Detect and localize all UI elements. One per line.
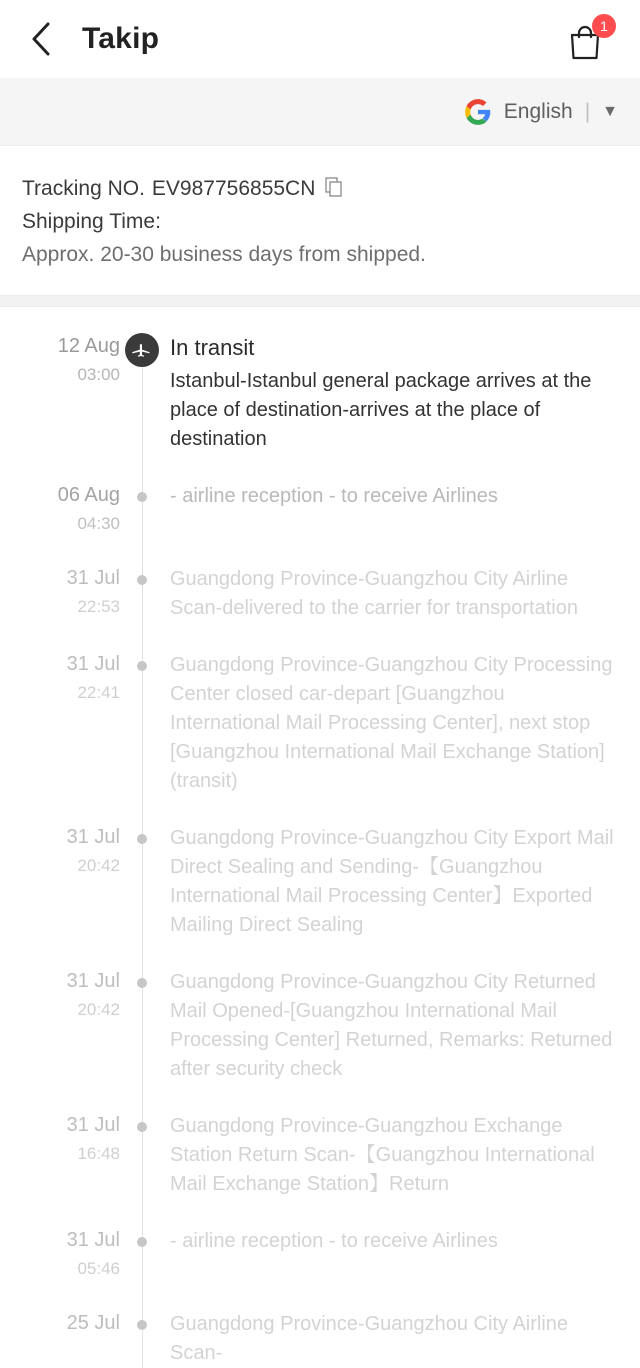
timeline-dot-icon [137, 575, 147, 585]
shipping-time-label: Shipping Time: [22, 210, 161, 233]
timeline-event [0, 333, 640, 454]
timeline-event-date [0, 824, 120, 940]
timeline-event-time: 20:42 [77, 1000, 120, 1019]
section-divider [0, 295, 640, 307]
cart-badge: 1 [592, 14, 616, 38]
timeline-dot-marker [120, 824, 164, 940]
timeline-event-time: 03:00 [77, 365, 120, 384]
timeline-event-date [0, 968, 120, 1084]
timeline-event-status: In transit [170, 335, 255, 360]
timeline-event-description: Istanbul-Istanbul general package arrives at the place of destination-arrives at the place of destination [170, 370, 592, 450]
chevron-down-icon[interactable]: ▼ [602, 102, 618, 120]
timeline-event-day: 31 Jul [66, 653, 120, 675]
timeline-event-date [0, 1112, 120, 1199]
timeline-dot-icon [137, 1320, 147, 1330]
timeline-event-date [0, 333, 120, 454]
tracking-timeline [0, 307, 640, 1368]
timeline-event-date [0, 482, 120, 537]
timeline-event-description: Guangdong Province-Guangzhou City Processing Center closed car-depart [Guangzhou International Mail Processing Center], next stop [Guangzhou International Mail Exchange Station] (transit) [170, 654, 613, 792]
timeline-event-day: 06 Aug [57, 484, 120, 506]
timeline-event [0, 1227, 640, 1282]
timeline-event [0, 968, 640, 1084]
timeline-event-day: 31 Jul [66, 1229, 120, 1251]
timeline-event-body [164, 333, 616, 454]
timeline-event-body [164, 482, 616, 537]
timeline-dot-icon [137, 978, 147, 988]
timeline-event [0, 824, 640, 940]
shipping-time-value: Approx. 20-30 business days from shipped. [22, 243, 426, 266]
timeline-event-body [164, 968, 616, 1084]
timeline-event-description: - airline reception - to receive Airlines [170, 485, 498, 507]
timeline-dot-marker [120, 651, 164, 796]
timeline-event-body [164, 1112, 616, 1199]
timeline-event-body [164, 1310, 616, 1368]
timeline-event-day: 31 Jul [66, 826, 120, 848]
google-g-icon [464, 98, 492, 126]
language-bar[interactable] [0, 78, 640, 146]
timeline-event [0, 1310, 640, 1368]
timeline-event-time: 20:42 [77, 856, 120, 875]
timeline-event-description: Guangdong Province-Guangzhou City Returned Mail Opened-[Guangzhou International Mail Processing Center] Returned, Remarks: Returned after security check [170, 971, 613, 1080]
timeline-event [0, 1112, 640, 1199]
timeline-event-time: 05:46 [77, 1259, 120, 1278]
copy-icon[interactable] [325, 174, 343, 207]
timeline-event-date [0, 1310, 120, 1368]
timeline-dot-marker [120, 565, 164, 623]
timeline-event-time: 16:48 [77, 1144, 120, 1163]
timeline-event-description: Guangdong Province-Guangzhou City Export Mail Direct Sealing and Sending-【Guangzhou International Mail Processing Center】Exported Mailing Direct Sealing [170, 827, 614, 936]
tracking-info [0, 146, 640, 295]
timeline-dot-marker [120, 968, 164, 1084]
cart-button[interactable] [564, 14, 616, 66]
timeline-dot-marker [120, 1310, 164, 1368]
timeline-event-day: 12 Aug [57, 335, 120, 357]
timeline-event-date [0, 651, 120, 796]
timeline-event-date [0, 1227, 120, 1282]
timeline-dot-icon [137, 834, 147, 844]
timeline-event-time: 22:53 [77, 597, 120, 616]
timeline-event-body [164, 565, 616, 623]
timeline-current-marker [120, 333, 164, 454]
tracking-number-row [22, 172, 618, 205]
timeline-event [0, 651, 640, 796]
timeline-event-body [164, 651, 616, 796]
timeline-dot-icon [137, 661, 147, 671]
tracking-number-label: Tracking NO. [22, 177, 145, 200]
timeline-event-time: 22:41 [77, 683, 120, 702]
language-label: English [503, 99, 573, 123]
language-separator: | [584, 99, 591, 123]
plane-icon [125, 333, 159, 367]
timeline-event-day: 25 Jul [66, 1312, 120, 1334]
app-header [0, 0, 640, 78]
timeline-event-description: Guangdong Province-Guangzhou Exchange Station Return Scan-【Guangzhou International Mail Exchange Station】Return [170, 1115, 595, 1195]
timeline-event-body [164, 824, 616, 940]
timeline-event-day: 31 Jul [66, 1114, 120, 1136]
timeline-event [0, 482, 640, 537]
chevron-left-icon [30, 21, 52, 57]
timeline-event-time: 04:30 [77, 514, 120, 533]
back-button[interactable] [22, 20, 60, 58]
timeline-dot-icon [137, 1122, 147, 1132]
timeline-dot-marker [120, 1112, 164, 1199]
timeline-dot-marker [120, 482, 164, 537]
timeline-event-description: Guangdong Province-Guangzhou City Airline Scan- [170, 1313, 569, 1364]
timeline-event-body [164, 1227, 616, 1282]
timeline-event-day: 31 Jul [66, 970, 120, 992]
timeline-event-day: 31 Jul [66, 567, 120, 589]
timeline-event [0, 565, 640, 623]
timeline-dot-marker [120, 1227, 164, 1282]
timeline-dot-icon [137, 1237, 147, 1247]
timeline-event-description: - airline reception - to receive Airlines [170, 1230, 498, 1252]
timeline-dot-icon [137, 492, 147, 502]
page-title: Takip [82, 22, 160, 55]
timeline-event-description: Guangdong Province-Guangzhou City Airline Scan-delivered to the carrier for transportation [170, 568, 578, 619]
tracking-number-value: EV987756855CN [151, 177, 316, 200]
timeline-event-date [0, 565, 120, 623]
